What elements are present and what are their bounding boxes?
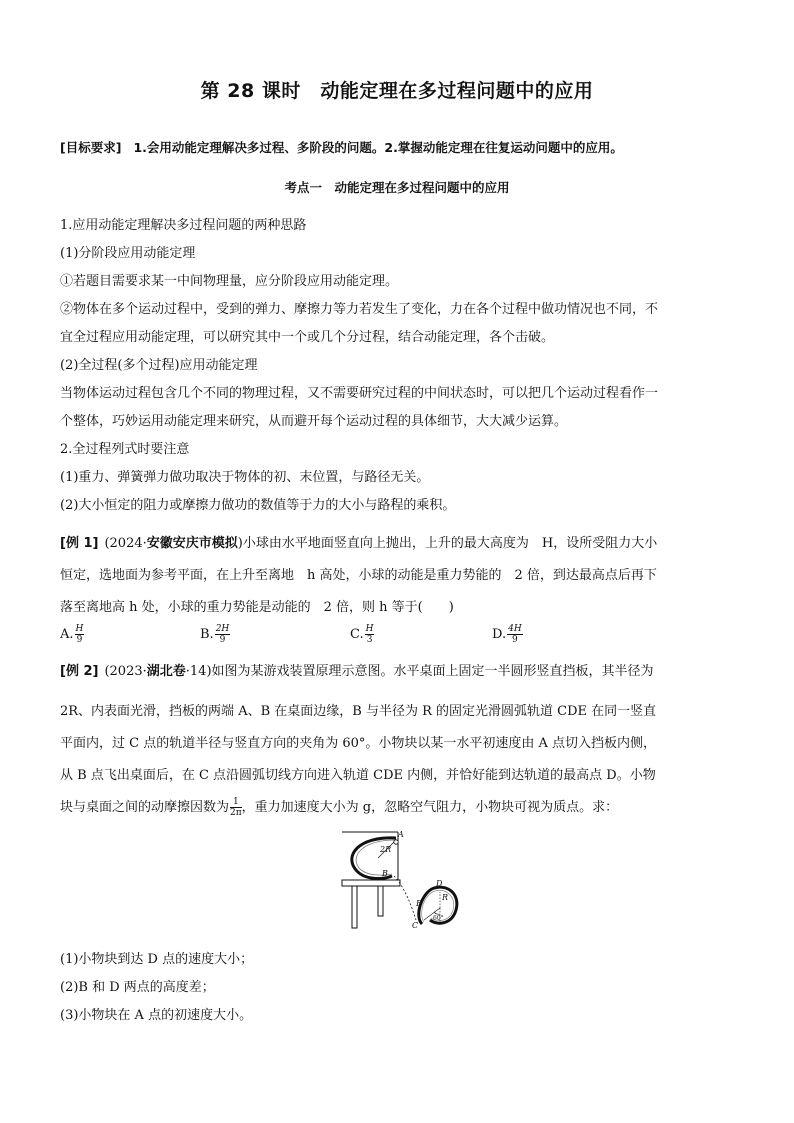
example1-text1: )小球由水平地面竖直向上抛出，上升的最大高度为 H，设所受阻力大小 [237,536,658,551]
option-a [60,624,84,645]
body-line: 个整体，巧妙运用动能定理来研究，从而避开每个运动过程的具体细节，大大减少运算。 [60,414,568,429]
option-letter: D. [492,627,507,642]
example2-text1: ·14)如图为某游戏装置原理示意图。水平桌面上固定一半圆形竖直挡板，其半径为 [185,664,654,679]
option-fraction: $\frac{H}{3}$ [365,624,374,645]
body-line: 当物体运动过程包含几个不同的物理过程，又不需要研究过程的中间状态时，可以把几个运动过程看作一 [60,386,659,401]
label-b: B [382,869,388,878]
objectives-text: 1.会用动能定理解决多过程、多阶段的问题。2.掌握动能定理在往复运动问题中的应用。 [133,140,623,155]
label-2r: 2R [380,845,392,854]
objectives-tag: [目标要求] [60,140,122,155]
example1-line2: 恒定，选地面为参考平面，在上升至离地 h 高处，小球的动能是重力势能的 2 倍，到达最高点后再下 [60,568,657,583]
table-leg [352,886,357,928]
body-line: 宜全过程应用动能定理，可以研究其中一个或几个分过程，结合动能定理，各个击破。 [60,330,555,345]
option-fraction: $\frac{2H}{9}$ [215,624,230,645]
option-d [492,624,523,645]
learning-objectives [60,138,760,156]
example2-text5b: ，重力加速度大小为 g，忽略空气阻力，小物块可视为质点。求： [241,800,619,815]
body-line: 1.应用动能定理解决多过程问题的两种思路 [60,218,307,233]
friction-coefficient-fraction: $\frac{1}{2\pi}$ [230,797,242,818]
example2-line3: 平面内，过 C 点的轨道半径与竖直方向的夹角为 60°。小物块以某一水平初速度由 A 点切入挡板内侧， [60,736,657,751]
example2-line4: 从 B 点飞出桌面后，在 C 点沿圆弧切线方向进入轨道 CDE 内侧，并恰好能到达轨道的最高点 D。小物 [60,768,656,783]
block-at-a [394,840,398,844]
example1-tag: [例 1] [60,536,99,551]
body-line: (1)分阶段应用动能定理 [60,246,196,261]
option-fraction: $\frac{4H}{9}$ [508,624,522,645]
example2-source-name: 湖北卷 [146,664,186,679]
example2-line5 [60,796,740,818]
body-line: (2)全过程(多个过程)应用动能定理 [60,358,258,373]
example2-text5a: 块与桌面之间的动摩擦因数为 [60,800,230,815]
label-c: C [412,921,419,930]
label-e: E [416,899,422,908]
table-leg [378,886,383,916]
diagram-svg [338,828,468,934]
example1-source-name: 安徽安庆市模拟 [146,536,238,551]
option-fraction: $\frac{H}{9}$ [75,624,84,645]
option-letter: B. [200,627,214,642]
body-line: ②物体在多个运动过程中，受到的弹力、摩擦力等力若发生了变化，力在各个过程中做功情况也不同，不 [60,302,659,317]
example1-line3: 落至离地高 h 处，小球的重力势能是动能的 2 倍，则 h 等于( ) [60,600,454,615]
body-line: (2)大小恒定的阻力或摩擦力做功的数值等于力的大小与路程的乘积。 [60,498,456,513]
example2-source-year: (2023· [104,664,147,679]
label-a: A [398,830,404,839]
option-letter: A. [60,627,74,642]
label-angle: 60° [433,915,444,922]
example2-line2: 2R、内表面光滑，挡板的两端 A、B 在桌面边缘，B 与半径为 R 的固定光滑圆弧轨道 CDE 在同一竖直 [60,704,657,719]
table-slab [342,880,400,886]
option-c [350,624,374,645]
body-line: 2.全过程列式时要注意 [60,442,190,457]
question-1: (1)小物块到达 D 点的速度大小； [60,952,254,967]
semicircle-baffle [352,838,396,879]
body-line: ①若题目需要求某一中间物理量，应分阶段应用动能定理。 [60,274,399,289]
label-r: R [442,893,449,902]
section-heading: 考点一 动能定理在多过程问题中的应用 [284,180,510,195]
angle-arc [434,912,440,914]
example2-line1 [60,660,740,679]
example2-tag: [例 2] [60,664,99,679]
example1-line1 [60,532,740,551]
label-d: D [436,879,443,888]
example1-source-year: (2024· [104,536,147,551]
page-title: 第 28 课时 动能定理在多过程问题中的应用 [200,80,594,102]
option-letter: C. [350,627,364,642]
option-b [200,624,230,645]
game-apparatus-diagram [338,828,468,934]
question-2: (2)B 和 D 两点的高度差； [60,980,215,995]
question-3: (3)小物块在 A 点的初速度大小。 [60,1008,253,1023]
body-line: (1)重力、弹簧弹力做功取决于物体的初、末位置，与路径无关。 [60,470,430,485]
